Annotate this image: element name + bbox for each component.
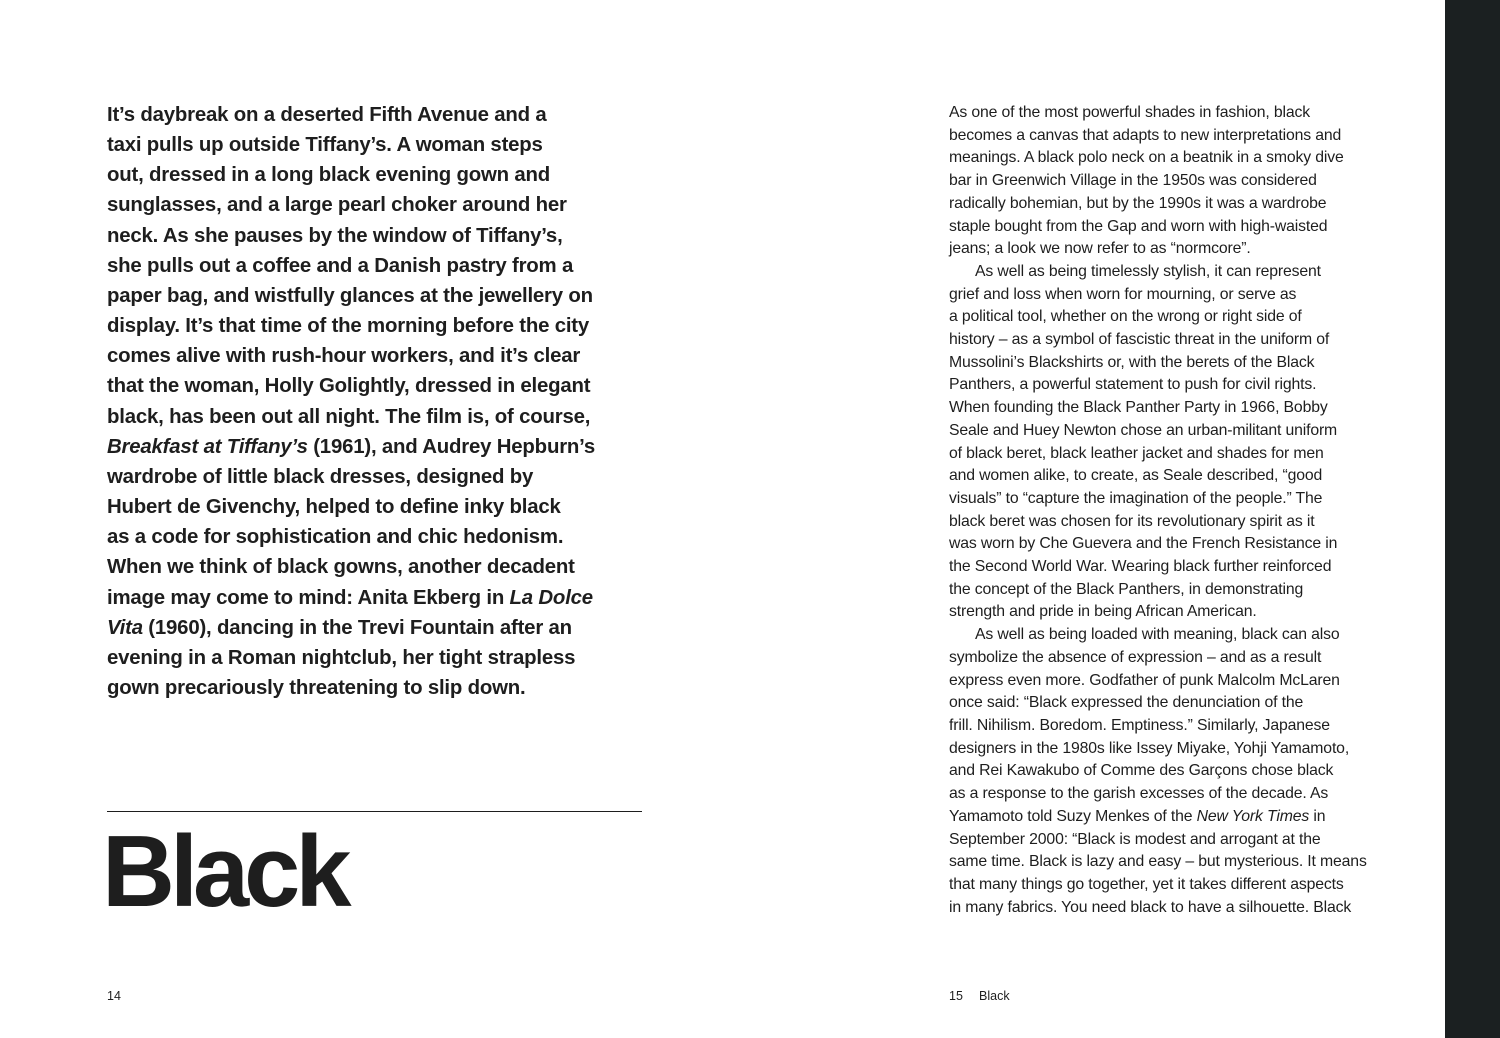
text-line: the concept of the Black Panthers, in demonstrating [949,580,1304,598]
text-line: express even more. Godfather of punk Malcolm McLaren [949,671,1340,689]
text-line: grief and loss when worn for mourning, or serve as [949,285,1297,303]
text-line: of black beret, black leather jacket and shades for men [949,444,1324,462]
page-number-right: 15 [949,989,963,1003]
text-line: neck. As she pauses by the window of Tiffany’s, [107,224,563,247]
page-edge-band [1445,0,1500,1038]
text-line: frill. Nihilism. Boredom. Emptiness.” Similarly, Japanese [949,716,1330,734]
italic-title: Breakfast at Tiffany’s [107,435,308,458]
text-line: September 2000: “Black is modest and arrogant at the [949,830,1321,848]
text-line: When founding the Black Panther Party in 1966, Bobby [949,399,1328,417]
text-line: display. It’s that time of the morning before the city [107,315,590,338]
text-line: symbolize the absence of expression – and as a result [949,648,1322,666]
left-page [0,0,720,1038]
text-line: Panthers, a powerful statement to push for civil rights. [949,376,1317,394]
text-line: the Second World War. Wearing black further reinforced [949,558,1332,576]
text-line: evening in a Roman nightclub, her tight strapless [107,646,576,669]
text-line: As well as being timelessly stylish, it can represent [975,262,1321,280]
text-line: a political tool, whether on the wrong or right side of [949,308,1302,326]
text-line: same time. Black is lazy and easy – but mysterious. It means [949,853,1367,871]
text-line: black beret was chosen for its revolutionary spirit as it [949,512,1315,530]
text-line: bar in Greenwich Village in the 1950s was considered [949,172,1317,190]
text-line [107,613,647,643]
text-line: meanings. A black polo neck on a beatnik in a smoky dive [949,149,1344,167]
chapter-title: Black [102,816,347,928]
text-line: as a response to the garish excesses of the decade. As [949,785,1329,803]
italic-title: La Dolce [509,586,593,609]
running-head: Black [979,989,1010,1003]
text-line: as a code for sophistication and chic hedonism. [107,526,564,549]
text-line: was worn by Che Guevera and the French Resistance in [949,535,1338,553]
italic-title: New York Times [1196,807,1310,825]
text-line: sunglasses, and a large pearl choker around her [107,194,567,217]
text-line [107,432,647,462]
text-line: becomes a canvas that adapts to new interpretations and [949,126,1342,144]
text-line: that the woman, Holly Golightly, dressed in elegant [107,375,591,398]
text-line: taxi pulls up outside Tiffany’s. A woman steps [107,134,543,157]
text-line: Seale and Huey Newton chose an urban-militant uniform [949,421,1338,439]
text-line: she pulls out a coffee and a Danish pastry from a [107,254,574,277]
text-line: As one of the most powerful shades in fashion, black [949,104,1311,121]
text-line: visuals” to “capture the imagination of the people.” The [949,489,1323,507]
text-run: Yamamoto told Suzy Menkes of the [949,807,1197,825]
text-line: jeans; a look we now refer to as “normcore”. [949,240,1251,258]
intro-paragraph [107,100,647,703]
body-text [949,102,1409,919]
text-line: once said: “Black expressed the denunciation of the [949,694,1304,712]
text-line: As well as being loaded with meaning, black can also [975,626,1340,644]
text-line: comes alive with rush-hour workers, and it’s clear [107,345,581,368]
right-page [720,0,1445,1038]
text-line: designers in the 1980s like Issey Miyake, Yohji Yamamoto, [949,739,1350,757]
page-number-left: 14 [107,989,121,1003]
text-line [107,583,647,613]
text-run: (1960), dancing in the Trevi Fountain after an [142,616,572,639]
text-line [949,806,1409,829]
text-run: (1961), and Audrey Hepburn’s [307,435,596,458]
text-line: wardrobe of little black dresses, designed by [107,465,534,488]
text-run: image may come to mind: Anita Ekberg in [107,586,510,609]
text-line: out, dressed in a long black evening gown and [107,164,551,187]
text-line: history – as a symbol of fascistic threat in the uniform of [949,331,1330,349]
text-line: Hubert de Givenchy, helped to define inky black [107,496,561,519]
text-line: strength and pride in being African American. [949,603,1257,621]
text-line: staple bought from the Gap and worn with high-waisted [949,217,1328,235]
text-line: and Rei Kawakubo of Comme des Garçons chose black [949,762,1334,780]
italic-title: Vita [107,616,143,639]
text-run: in [1309,807,1326,825]
text-line: Mussolini’s Blackshirts or, with the berets of the Black [949,353,1315,371]
text-line: in many fabrics. You need black to have a silhouette. Black [949,898,1352,916]
text-line: paper bag, and wistfully glances at the jewellery on [107,284,593,307]
text-line: It’s daybreak on a deserted Fifth Avenue and a [107,104,547,126]
text-line: that many things go together, yet it takes different aspects [949,875,1344,893]
title-rule [107,811,642,812]
text-line: black, has been out all night. The film is, of course, [107,405,591,428]
text-line: radically bohemian, but by the 1990s it was a wardrobe [949,194,1327,212]
text-line: and women alike, to create, as Seale described, “good [949,467,1323,485]
text-line: gown precariously threatening to slip down. [107,676,526,699]
text-line: When we think of black gowns, another decadent [107,556,575,579]
